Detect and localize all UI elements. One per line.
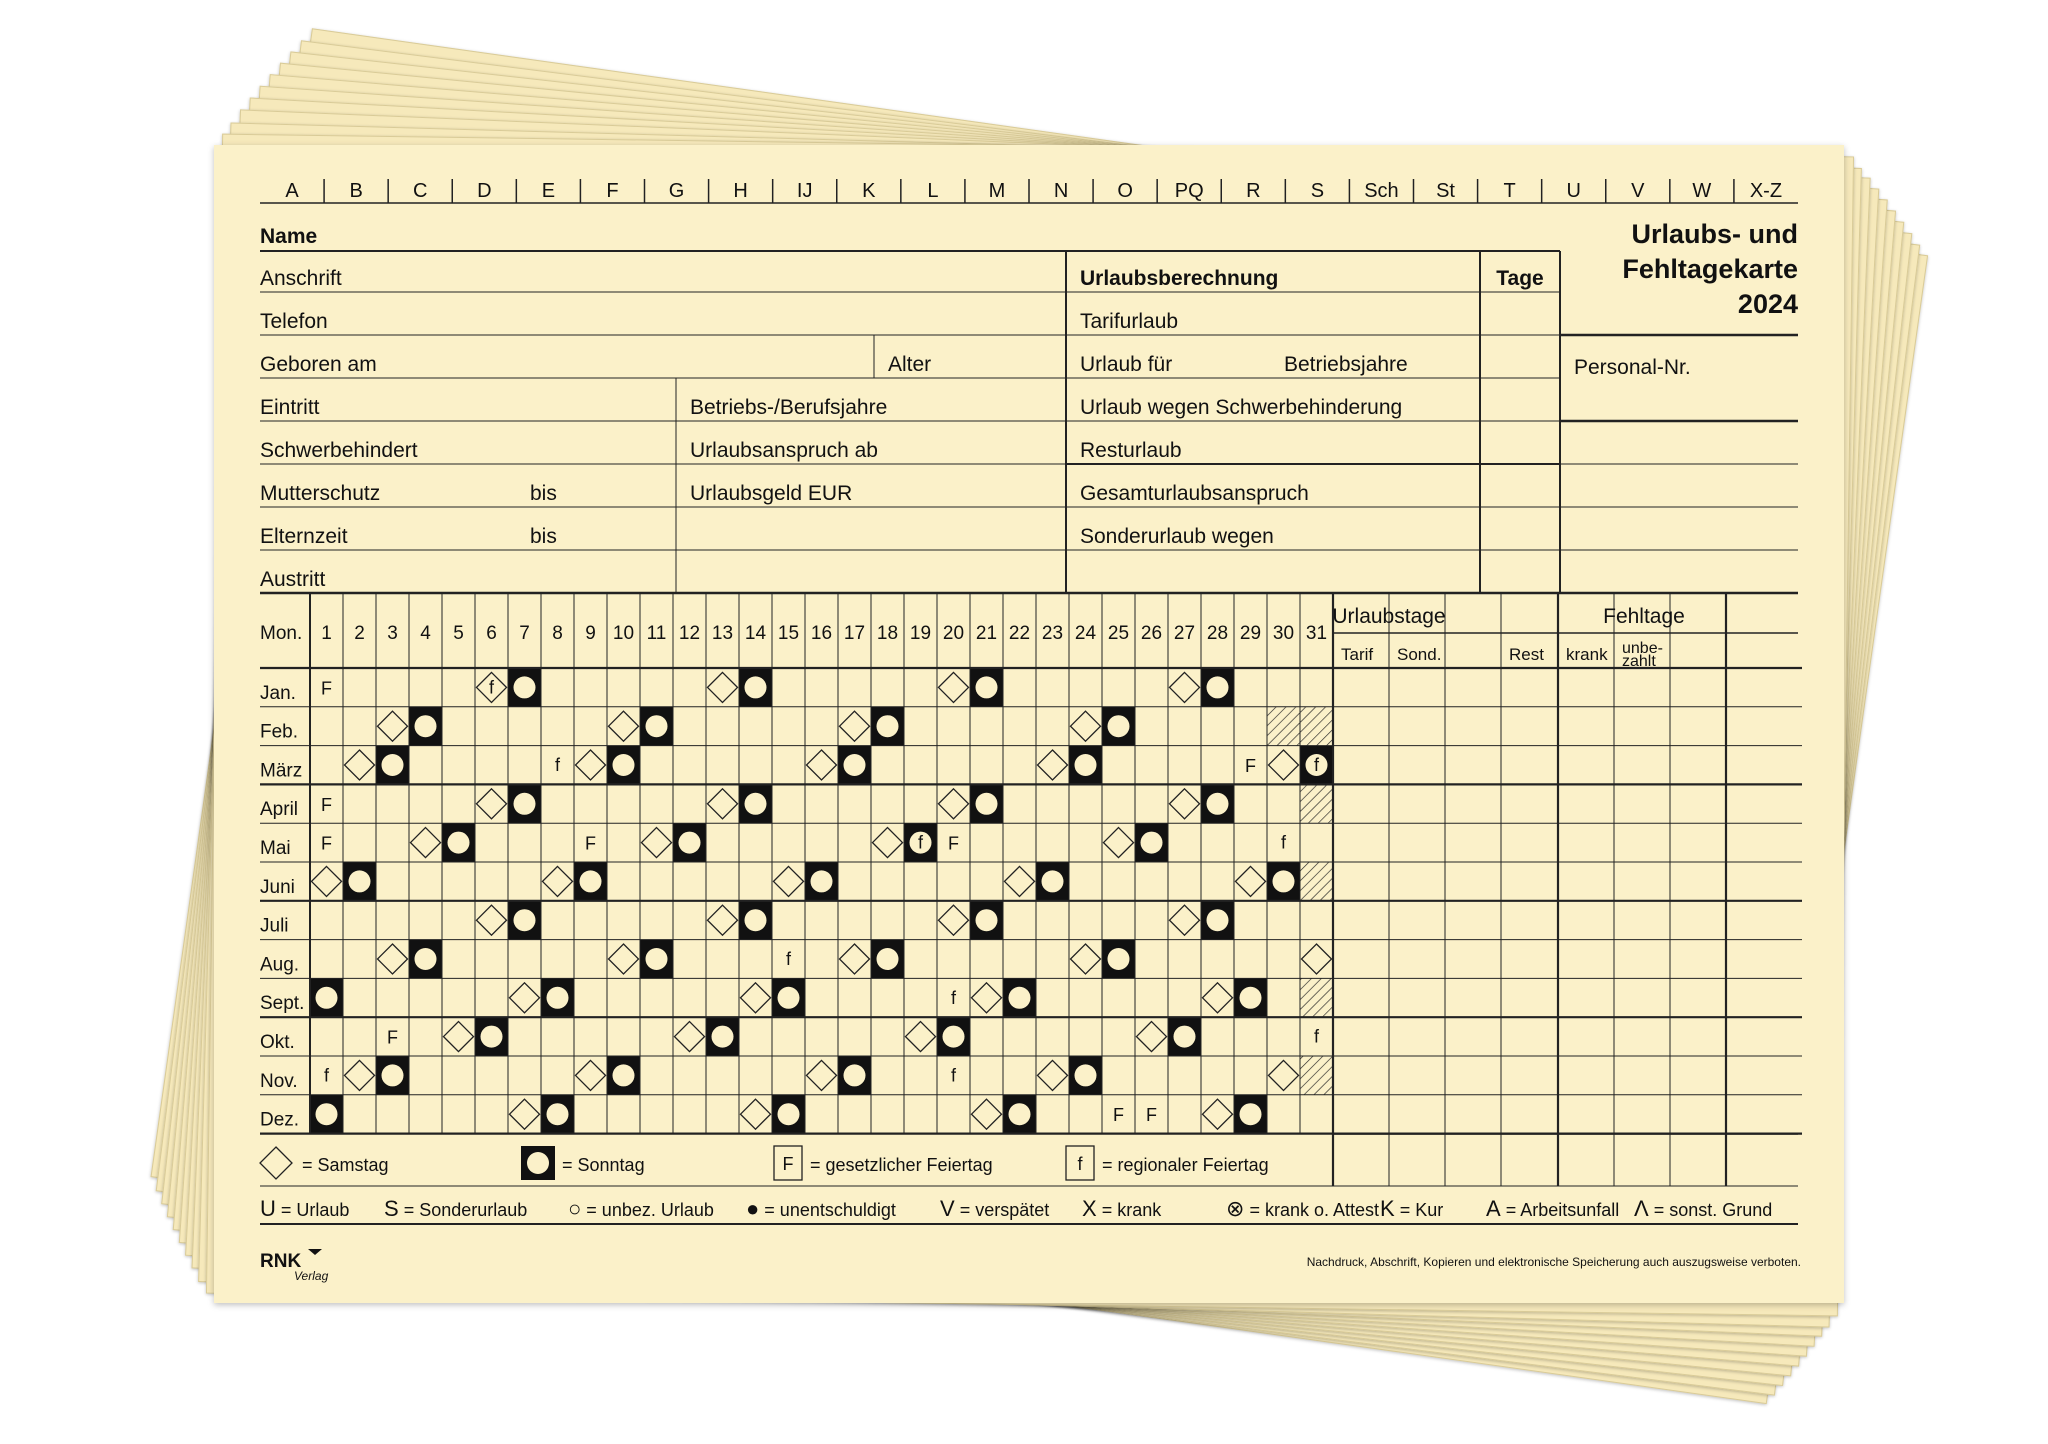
mutterschutz-label: Mutterschutz (260, 482, 381, 505)
f-legend-icon: f (1077, 1154, 1083, 1174)
summary-subheader: Rest (1509, 645, 1544, 664)
bis-label: bis (530, 525, 557, 548)
publisher-name: RNK (260, 1251, 302, 1272)
urlaubsanspruch-ab-label: Urlaubsanspruch ab (690, 439, 878, 462)
saturday-diamond (510, 983, 540, 1013)
saturday-diamond (972, 1099, 1002, 1129)
holiday-marker: F (585, 833, 596, 854)
saturday-diamond (378, 944, 408, 974)
holiday-marker: F (948, 833, 959, 854)
saturday-diamond (807, 750, 837, 780)
alphabet-tab: B (349, 180, 363, 202)
resturlaub-label: Resturlaub (1080, 439, 1182, 462)
urlaubsberechnung-header: Urlaubsberechnung (1080, 267, 1279, 290)
holiday-marker: F (1245, 756, 1256, 776)
alphabet-tab: R (1246, 180, 1261, 202)
summary-subheader: unbe- (1622, 640, 1663, 657)
invalid-day-cell (1300, 1056, 1333, 1095)
day-number: 11 (646, 623, 667, 644)
regional-holiday-marker: f (323, 1065, 330, 1086)
alphabet-tab: N (1053, 180, 1069, 202)
betriebsjahre-label: Betriebs-/Berufsjahre (690, 396, 888, 419)
anschrift-label: Anschrift (260, 267, 342, 290)
day-number: 9 (585, 623, 596, 644)
day-number: 20 (942, 623, 965, 644)
tarifurlaub-label: Tarifurlaub (1080, 310, 1179, 333)
day-number: 25 (1107, 623, 1130, 644)
card-year: 2024 (1737, 289, 1798, 319)
regional-holiday-marker: f (554, 755, 561, 775)
day-number: 13 (711, 623, 734, 644)
sonderurlaub-label: Sonderurlaub wegen (1080, 525, 1274, 548)
saturday-diamond (807, 1060, 837, 1090)
gesamt-label: Gesamturlaubsanspruch (1080, 482, 1309, 505)
code-item: ⊗ = krank o. Attest (1226, 1196, 1380, 1221)
invalid-day-cell (1300, 784, 1333, 823)
alphabet-tab: St (1436, 180, 1455, 202)
code-item: V = verspätet (940, 1196, 1050, 1221)
saturday-diamond (1170, 672, 1200, 702)
telefon-label: Telefon (260, 310, 328, 333)
saturday-diamond (708, 789, 738, 819)
saturday-diamond (411, 828, 441, 858)
holiday-marker: F (387, 1027, 398, 1048)
alphabet-tab: V (1631, 180, 1645, 202)
saturday-diamond (444, 1022, 474, 1052)
day-number: 3 (387, 623, 398, 644)
month-label: Juni (260, 876, 295, 898)
saturday-diamond (675, 1022, 705, 1052)
saturday-diamond (1302, 944, 1332, 974)
legend-regional: = regionaler Feiertag (1102, 1155, 1269, 1175)
saturday-diamond (939, 789, 969, 819)
saturday-diamond (741, 1099, 771, 1129)
month-label: Feb. (260, 721, 299, 743)
code-legend (260, 1196, 1772, 1221)
schwerbehinderung-label: Urlaub wegen Schwerbehinderung (1080, 396, 1403, 419)
saturday-diamond (543, 866, 573, 896)
bis-label: bis (530, 482, 557, 505)
summary-subheader: zahlt (1622, 653, 1656, 670)
saturday-diamond (378, 711, 408, 741)
publisher-logo (260, 1249, 329, 1283)
alphabet-tab: L (927, 180, 939, 202)
saturday-diamond (312, 866, 342, 896)
invalid-day-cell (1300, 707, 1333, 746)
day-number: 18 (876, 623, 899, 644)
month-label: Okt. (260, 1032, 295, 1053)
day-number: 15 (777, 623, 800, 644)
holiday-marker: F (321, 833, 332, 854)
day-number: 22 (1008, 623, 1031, 644)
day-number: 28 (1206, 623, 1229, 644)
legend (260, 1146, 1269, 1180)
day-number: 24 (1074, 623, 1097, 644)
alphabet-tab: M (988, 180, 1006, 202)
saturday-diamond (906, 1022, 936, 1052)
summary-subheader: Sond. (1397, 645, 1442, 664)
regional-holiday-marker: f (950, 987, 957, 1008)
day-number: 16 (810, 623, 833, 644)
holiday-marker: F (1146, 1105, 1157, 1126)
urlaubstage-header: Urlaubstage (1332, 605, 1446, 628)
saturday-diamond (840, 711, 870, 741)
day-number: 29 (1239, 623, 1262, 644)
saturday-diamond (1137, 1022, 1167, 1052)
saturday-diamond (1038, 1060, 1068, 1090)
saturday-diamond (708, 905, 738, 935)
saturday-diamond (939, 672, 969, 702)
month-label: Aug. (260, 954, 300, 976)
code-item: S = Sonderurlaub (384, 1196, 528, 1221)
saturday-diamond (477, 789, 507, 819)
card-title-line1: Urlaubs- und (1631, 219, 1798, 249)
alphabet-tab: F (606, 180, 619, 202)
day-number: 7 (519, 623, 530, 644)
tage-header: Tage (1496, 267, 1544, 290)
copyright-notice: Nachdruck, Abschrift, Kopieren und elektronische Speicherung auch auszugsweise verboten. (1306, 1255, 1801, 1269)
summary-subheader: krank (1566, 645, 1608, 664)
alphabet-tab: H (733, 180, 748, 202)
alphabet-tab: C (412, 180, 428, 202)
saturday-diamond (873, 828, 903, 858)
F-legend-icon: F (782, 1154, 794, 1174)
urlaub-fuer-label: Urlaub für (1080, 353, 1173, 376)
day-number: 2 (354, 623, 365, 644)
day-number: 8 (552, 623, 563, 644)
code-item: X = krank (1082, 1196, 1162, 1221)
saturday-diamond (1236, 866, 1266, 896)
saturday-diamond (1104, 828, 1134, 858)
saturday-diamond (477, 905, 507, 935)
day-number: 26 (1140, 623, 1163, 644)
saturday-diamond (576, 750, 606, 780)
month-label: Juli (260, 915, 289, 937)
code-item: Λ = sonst. Grund (1634, 1196, 1773, 1221)
saturday-diamond (576, 1060, 606, 1090)
day-number: 14 (744, 623, 767, 644)
alphabet-tab: S (1310, 180, 1325, 202)
holiday-marker: F (321, 794, 332, 815)
vacation-card (214, 145, 1844, 1303)
day-number: 5 (453, 623, 464, 644)
austritt-label: Austritt (260, 568, 326, 591)
saturday-diamond (510, 1099, 540, 1129)
saturday-diamond (1005, 866, 1035, 896)
alphabet-tab: O (1117, 180, 1133, 202)
saturday-diamond (840, 944, 870, 974)
code-item: K = Kur (1380, 1196, 1444, 1221)
alphabet-tab: Sch (1364, 180, 1399, 202)
day-number: 27 (1173, 623, 1196, 644)
month-label: Dez. (260, 1109, 300, 1131)
regional-holiday-marker: f (488, 677, 495, 698)
month-label: April (260, 799, 299, 821)
regional-holiday-marker: f (917, 832, 924, 853)
betriebsjahre-label: Betriebsjahre (1284, 353, 1408, 376)
saturday-diamond (972, 983, 1002, 1013)
alphabet-tab: IJ (796, 180, 813, 202)
day-number: 6 (486, 623, 497, 644)
saturday-diamond (1203, 983, 1233, 1013)
month-label: Jan. (260, 682, 296, 704)
saturday-diamond (1170, 905, 1200, 935)
day-number: 12 (678, 623, 701, 644)
regional-holiday-marker: f (1280, 832, 1287, 853)
alphabet-tab: T (1503, 180, 1516, 202)
month-label: Mai (260, 838, 291, 859)
saturday-diamond (1170, 789, 1200, 819)
day-number: 21 (975, 623, 998, 644)
day-number: 4 (420, 623, 431, 644)
saturday-diamond (1038, 750, 1068, 780)
alphabet-tab: E (541, 180, 556, 202)
code-item: A = Arbeitsunfall (1486, 1196, 1620, 1221)
day-number: 17 (843, 623, 866, 644)
saturday-diamond (708, 672, 738, 702)
publisher-sub: Verlag (294, 1269, 329, 1283)
mon-label: Mon. (260, 623, 303, 644)
elternzeit-label: Elternzeit (260, 525, 348, 548)
regional-holiday-marker: f (785, 949, 792, 969)
name-label: Name (260, 225, 318, 248)
alphabet-tab: X-Z (1749, 180, 1783, 202)
code-item: ○ = unbez. Urlaub (568, 1196, 714, 1221)
code-item: ● = unentschuldigt (746, 1196, 896, 1221)
holiday-marker: F (1113, 1105, 1124, 1126)
saturday-diamond (345, 750, 375, 780)
legend-samstag: = Samstag (302, 1155, 389, 1175)
alphabet-tab: D (477, 180, 492, 202)
saturday-diamond (1269, 750, 1299, 780)
saturday-diamond (774, 866, 804, 896)
day-number: 10 (612, 623, 635, 644)
personal-nr-label: Personal-Nr. (1574, 356, 1691, 379)
card-title-line2: Fehltagekarte (1622, 254, 1798, 284)
regional-holiday-marker: f (1313, 1026, 1320, 1047)
saturday-diamond (609, 944, 639, 974)
regional-holiday-marker: f (1313, 755, 1320, 775)
summary-subheader: Tarif (1341, 645, 1374, 664)
month-label: Sept. (260, 993, 305, 1015)
fehltage-header: Fehltage (1603, 605, 1685, 628)
invalid-day-cell (1300, 978, 1333, 1017)
saturday-diamond (1071, 944, 1101, 974)
geboren-label: Geboren am (260, 353, 377, 376)
saturday-diamond (1203, 1099, 1233, 1129)
alphabet-index (260, 179, 1798, 203)
schwerbehindert-label: Schwerbehindert (260, 439, 418, 462)
invalid-day-cell (1300, 862, 1333, 901)
saturday-diamond (345, 1060, 375, 1090)
saturday-diamond (741, 983, 771, 1013)
alphabet-tab: G (668, 180, 685, 202)
code-item: U = Urlaub (260, 1196, 350, 1221)
alphabet-tab: PQ (1174, 180, 1204, 202)
month-label: Nov. (260, 1070, 298, 1092)
urlaubsgeld-label: Urlaubsgeld EUR (690, 482, 853, 505)
regional-holiday-marker: f (950, 1065, 957, 1086)
day-number: 30 (1272, 623, 1295, 644)
alphabet-tab: W (1692, 180, 1712, 202)
month-label: März (260, 760, 303, 782)
saturday-diamond (642, 828, 672, 858)
alphabet-tab: K (862, 180, 876, 202)
saturday-legend-icon (260, 1147, 292, 1179)
saturday-diamond (1269, 1060, 1299, 1090)
invalid-day-cell (1267, 707, 1300, 746)
alphabet-tab: A (285, 180, 299, 202)
saturday-diamond (1071, 711, 1101, 741)
eintritt-label: Eintritt (260, 396, 320, 419)
day-number: 1 (321, 623, 332, 644)
alter-label: Alter (888, 353, 932, 376)
day-number: 31 (1305, 623, 1328, 644)
day-number: 19 (909, 623, 932, 644)
legend-gesetzlich: = gesetzlicher Feiertag (810, 1155, 993, 1175)
alphabet-tab: U (1566, 180, 1581, 202)
saturday-diamond (939, 905, 969, 935)
legend-sonntag: = Sonntag (562, 1155, 645, 1175)
day-number: 23 (1041, 623, 1064, 644)
calendar-grid (260, 593, 1802, 1186)
saturday-diamond (609, 711, 639, 741)
holiday-marker: F (321, 678, 332, 699)
